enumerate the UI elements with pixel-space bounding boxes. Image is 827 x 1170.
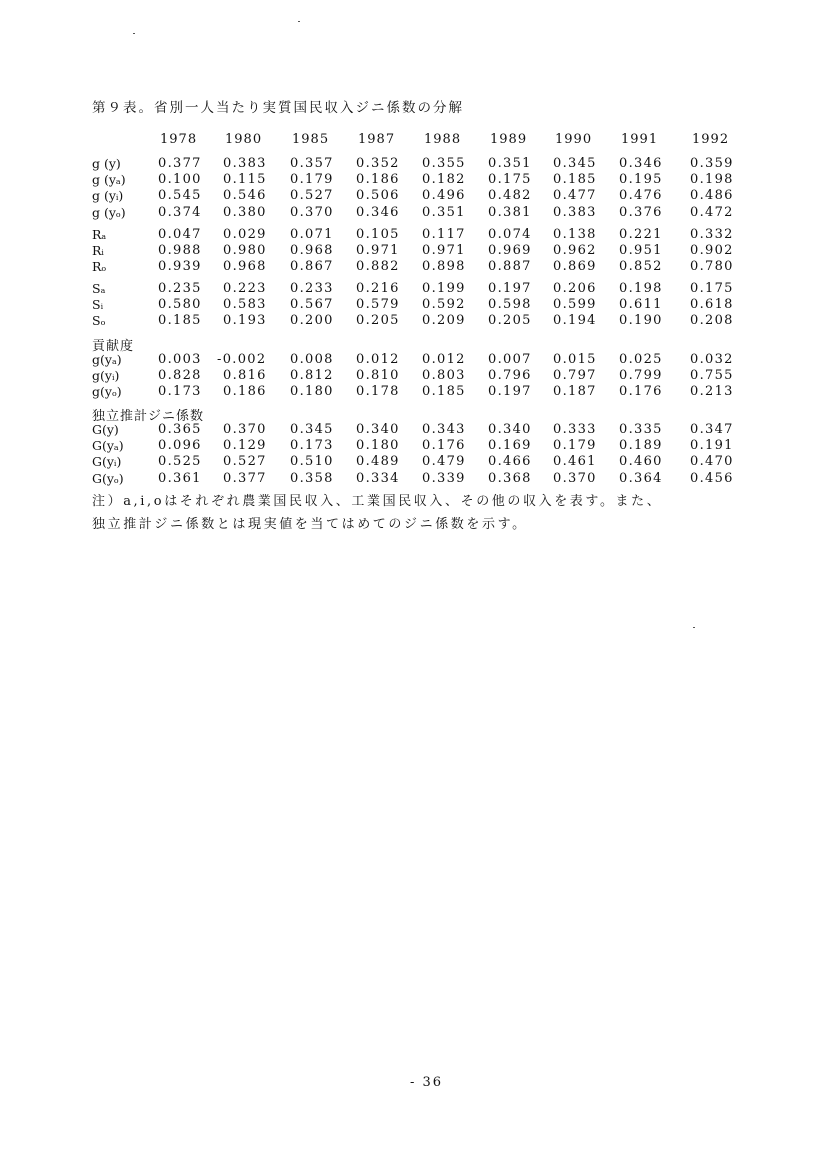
- table-cell: 0.179: [290, 172, 334, 188]
- table-cell: 0.105: [356, 227, 400, 242]
- table-cell: 0.383: [223, 156, 267, 171]
- table-cell: 0.334: [356, 470, 400, 486]
- row-label: G(yᵢ): [92, 454, 122, 470]
- table-cell: 0.216: [356, 281, 400, 296]
- table-cell: 0.117: [422, 227, 466, 242]
- row-label: Rᵢ: [92, 243, 104, 259]
- row-label: g (yᵢ): [92, 188, 124, 204]
- table-cell: 0.333: [553, 422, 597, 437]
- table-row: [0, 454, 827, 471]
- table-cell: 0.852: [619, 259, 663, 275]
- row-label: G(yₐ): [92, 438, 124, 454]
- scan-speck: [133, 33, 135, 34]
- table-cell: 0.456: [690, 470, 734, 486]
- table-cell: 0.383: [553, 204, 597, 220]
- table-cell: 0.175: [690, 281, 734, 296]
- table-cell: 0.599: [553, 297, 597, 313]
- table-cell: 0.346: [619, 156, 663, 171]
- footnote-line-1: 注）a,i,oはそれぞれ農業国民収入、工業国民収入、その他の収入を表す。また、: [92, 494, 663, 509]
- year-header: 1987: [358, 132, 396, 147]
- table-cell: 0.618: [690, 297, 734, 313]
- table-cell: 0.477: [553, 188, 597, 204]
- table-cell: 0.472: [690, 204, 734, 220]
- table-cell: 0.191: [690, 438, 734, 454]
- table-cell: 0.867: [290, 259, 334, 275]
- table-cell: 0.071: [290, 227, 334, 242]
- table-cell: 0.358: [290, 470, 334, 486]
- table-cell: 0.971: [356, 243, 400, 259]
- row-label: g(yₐ): [92, 352, 122, 367]
- table-cell: 0.003: [158, 352, 202, 367]
- table-cell: 0.357: [290, 156, 334, 171]
- table-cell: 0.343: [422, 422, 466, 437]
- table-cell: 0.138: [553, 227, 597, 242]
- table-cell: 0.200: [290, 313, 334, 329]
- table-cell: 0.482: [488, 188, 532, 204]
- row-label: g(yᵢ): [92, 368, 120, 384]
- table-cell: 0.546: [223, 188, 267, 204]
- row-label: g (yₒ): [92, 204, 126, 220]
- table-cell: 0.186: [356, 172, 400, 188]
- row-label: Sᵢ: [92, 297, 104, 313]
- table-row: [0, 384, 827, 401]
- table-cell: 0.971: [422, 243, 466, 259]
- table-cell: 0.797: [553, 368, 597, 384]
- table-cell: 0.365: [158, 422, 202, 437]
- table-cell: 0.506: [356, 188, 400, 204]
- table-cell: 0.510: [290, 454, 334, 470]
- table-cell: 0.194: [553, 313, 597, 329]
- table-cell: 0.476: [619, 188, 663, 204]
- table-cell: 0.213: [690, 384, 734, 400]
- table-cell: 0.185: [158, 313, 202, 329]
- table-row: [0, 172, 827, 189]
- table-cell: 0.340: [356, 422, 400, 437]
- table-cell: 0.193: [223, 313, 267, 329]
- table-cell: 0.962: [553, 243, 597, 259]
- table-cell: 0.190: [619, 313, 663, 329]
- section-heading: 独立推計ジニ係数: [92, 409, 205, 424]
- year-header: 1985: [292, 132, 330, 147]
- year-header: 1991: [621, 132, 659, 147]
- year-header: 1992: [692, 132, 730, 147]
- table-row: [0, 352, 827, 369]
- table-cell: 0.339: [422, 470, 466, 486]
- table-cell: 0.199: [422, 281, 466, 296]
- scan-speck: [693, 627, 695, 628]
- table-cell: 0.223: [223, 281, 267, 296]
- table-cell: 0.799: [619, 368, 663, 384]
- table-cell: 0.007: [488, 352, 532, 367]
- table-cell: 0.197: [488, 281, 532, 296]
- table-title: 第９表。省別一人当たり実質国民収入ジニ係数の分解: [92, 100, 464, 116]
- section-heading: 貢献度: [92, 339, 135, 354]
- table-cell: 0.332: [690, 227, 734, 242]
- table-cell: 0.812: [290, 368, 334, 384]
- table-cell: 0.169: [488, 438, 532, 454]
- table-cell: 0.187: [553, 384, 597, 400]
- table-row: [0, 188, 827, 205]
- row-label: g(yₒ): [92, 384, 122, 400]
- table-cell: 0.496: [422, 188, 466, 204]
- table-cell: 0.803: [422, 368, 466, 384]
- row-label: Rₐ: [92, 227, 107, 242]
- table-row: [0, 243, 827, 260]
- table-cell: 0.951: [619, 243, 663, 259]
- table-cell: 0.335: [619, 422, 663, 437]
- table-cell: 0.968: [223, 259, 267, 275]
- table-cell: 0.012: [422, 352, 466, 367]
- table-cell: 0.810: [356, 368, 400, 384]
- table-cell: 0.346: [356, 204, 400, 220]
- table-cell: 0.178: [356, 384, 400, 400]
- table-cell: 0.370: [553, 470, 597, 486]
- table-row: [0, 438, 827, 455]
- table-cell: 0.198: [690, 172, 734, 188]
- table-cell: 0.882: [356, 259, 400, 275]
- table-cell: 0.364: [619, 470, 663, 486]
- table-cell: 0.583: [223, 297, 267, 313]
- table-cell: 0.869: [553, 259, 597, 275]
- year-header: 1978: [160, 132, 198, 147]
- table-cell: 0.969: [488, 243, 532, 259]
- table-cell: 0.008: [290, 352, 334, 367]
- scan-speck: [298, 21, 300, 22]
- table-cell: 0.898: [422, 259, 466, 275]
- table-cell: 0.887: [488, 259, 532, 275]
- table-cell: 0.466: [488, 454, 532, 470]
- table-cell: 0.380: [223, 204, 267, 220]
- table-cell: 0.180: [290, 384, 334, 400]
- table-cell: 0.968: [290, 243, 334, 259]
- table-cell: 0.980: [223, 243, 267, 259]
- table-cell: 0.015: [553, 352, 597, 367]
- table-cell: 0.755: [690, 368, 734, 384]
- row-label: g (yₐ): [92, 172, 126, 188]
- footnote-line-2: 独立推計ジニ係数とは現実値を当てはめてのジニ係数を示す。: [92, 517, 528, 532]
- year-header: 1989: [490, 132, 528, 147]
- table-cell: 0.345: [553, 156, 597, 171]
- table-cell: 0.460: [619, 454, 663, 470]
- table-row: [0, 205, 827, 222]
- table-cell: 0.580: [158, 297, 202, 313]
- table-row: [0, 313, 827, 330]
- row-label: Sₐ: [92, 281, 106, 296]
- table-cell: 0.345: [290, 422, 334, 437]
- table-cell: 0.352: [356, 156, 400, 171]
- table-cell: 0.340: [488, 422, 532, 437]
- year-header: 1980: [225, 132, 263, 147]
- table-cell: 0.470: [690, 454, 734, 470]
- table-cell: 0.185: [553, 172, 597, 188]
- page-number: - 36: [410, 1075, 444, 1090]
- table-cell: 0.525: [158, 454, 202, 470]
- table-cell: 0.527: [223, 454, 267, 470]
- table-cell: 0.206: [553, 281, 597, 296]
- table-cell: -0.002: [217, 352, 267, 367]
- row-label: Rₒ: [92, 259, 107, 275]
- table-cell: 0.235: [158, 281, 202, 296]
- table-cell: 0.173: [290, 438, 334, 454]
- table-cell: 0.361: [158, 470, 202, 486]
- table-cell: 0.074: [488, 227, 532, 242]
- table-cell: 0.376: [619, 204, 663, 220]
- table-cell: 0.368: [488, 470, 532, 486]
- table-cell: 0.032: [690, 352, 734, 367]
- table-row: [0, 227, 827, 244]
- table-cell: 0.189: [619, 438, 663, 454]
- table-cell: 0.780: [690, 259, 734, 275]
- table-cell: 0.370: [290, 204, 334, 220]
- row-label: G(y): [92, 422, 119, 437]
- table-cell: 0.175: [488, 172, 532, 188]
- table-cell: 0.374: [158, 204, 202, 220]
- table-cell: 0.902: [690, 243, 734, 259]
- row-label: Sₒ: [92, 313, 106, 329]
- table-cell: 0.186: [223, 384, 267, 400]
- table-cell: 0.355: [422, 156, 466, 171]
- table-cell: 0.611: [619, 297, 663, 313]
- table-cell: 0.029: [223, 227, 267, 242]
- table-cell: 0.129: [223, 438, 267, 454]
- table-cell: 0.185: [422, 384, 466, 400]
- table-cell: 0.233: [290, 281, 334, 296]
- table-cell: 0.176: [422, 438, 466, 454]
- table-cell: 0.527: [290, 188, 334, 204]
- year-header-row: [0, 132, 827, 150]
- year-header: 1990: [555, 132, 593, 147]
- table-cell: 0.221: [619, 227, 663, 242]
- table-cell: 0.939: [158, 259, 202, 275]
- table-row: [0, 281, 827, 298]
- table-cell: 0.381: [488, 204, 532, 220]
- table-cell: 0.598: [488, 297, 532, 313]
- table-cell: 0.115: [223, 172, 267, 188]
- table-cell: 0.816: [223, 368, 267, 384]
- table-cell: 0.377: [223, 470, 267, 486]
- table-cell: 0.197: [488, 384, 532, 400]
- table-cell: 0.182: [422, 172, 466, 188]
- table-row: [0, 297, 827, 314]
- table-cell: 0.796: [488, 368, 532, 384]
- table-cell: 0.988: [158, 243, 202, 259]
- table-cell: 0.545: [158, 188, 202, 204]
- table-cell: 0.205: [356, 313, 400, 329]
- table-cell: 0.828: [158, 368, 202, 384]
- table-row: [0, 156, 827, 173]
- table-cell: 0.359: [690, 156, 734, 171]
- table-cell: 0.489: [356, 454, 400, 470]
- table-cell: 0.025: [619, 352, 663, 367]
- table-row: [0, 422, 827, 439]
- table-row: [0, 471, 827, 488]
- table-cell: 0.176: [619, 384, 663, 400]
- table-cell: 0.567: [290, 297, 334, 313]
- table-cell: 0.461: [553, 454, 597, 470]
- table-cell: 0.100: [158, 172, 202, 188]
- table-cell: 0.351: [422, 204, 466, 220]
- table-row: [0, 368, 827, 385]
- year-header: 1988: [424, 132, 462, 147]
- table-cell: 0.180: [356, 438, 400, 454]
- table-cell: 0.370: [223, 422, 267, 437]
- table-cell: 0.592: [422, 297, 466, 313]
- table-cell: 0.579: [356, 297, 400, 313]
- table-row: [0, 259, 827, 276]
- table-cell: 0.096: [158, 438, 202, 454]
- table-cell: 0.479: [422, 454, 466, 470]
- table-cell: 0.205: [488, 313, 532, 329]
- row-label: G(yₒ): [92, 470, 124, 486]
- table-cell: 0.208: [690, 313, 734, 329]
- table-cell: 0.209: [422, 313, 466, 329]
- table-cell: 0.173: [158, 384, 202, 400]
- table-cell: 0.377: [158, 156, 202, 171]
- table-cell: 0.486: [690, 188, 734, 204]
- table-cell: 0.351: [488, 156, 532, 171]
- table-cell: 0.179: [553, 438, 597, 454]
- table-cell: 0.195: [619, 172, 663, 188]
- row-label: g (y): [92, 156, 121, 171]
- table-cell: 0.347: [690, 422, 734, 437]
- table-cell: 0.047: [158, 227, 202, 242]
- table-cell: 0.012: [356, 352, 400, 367]
- table-cell: 0.198: [619, 281, 663, 296]
